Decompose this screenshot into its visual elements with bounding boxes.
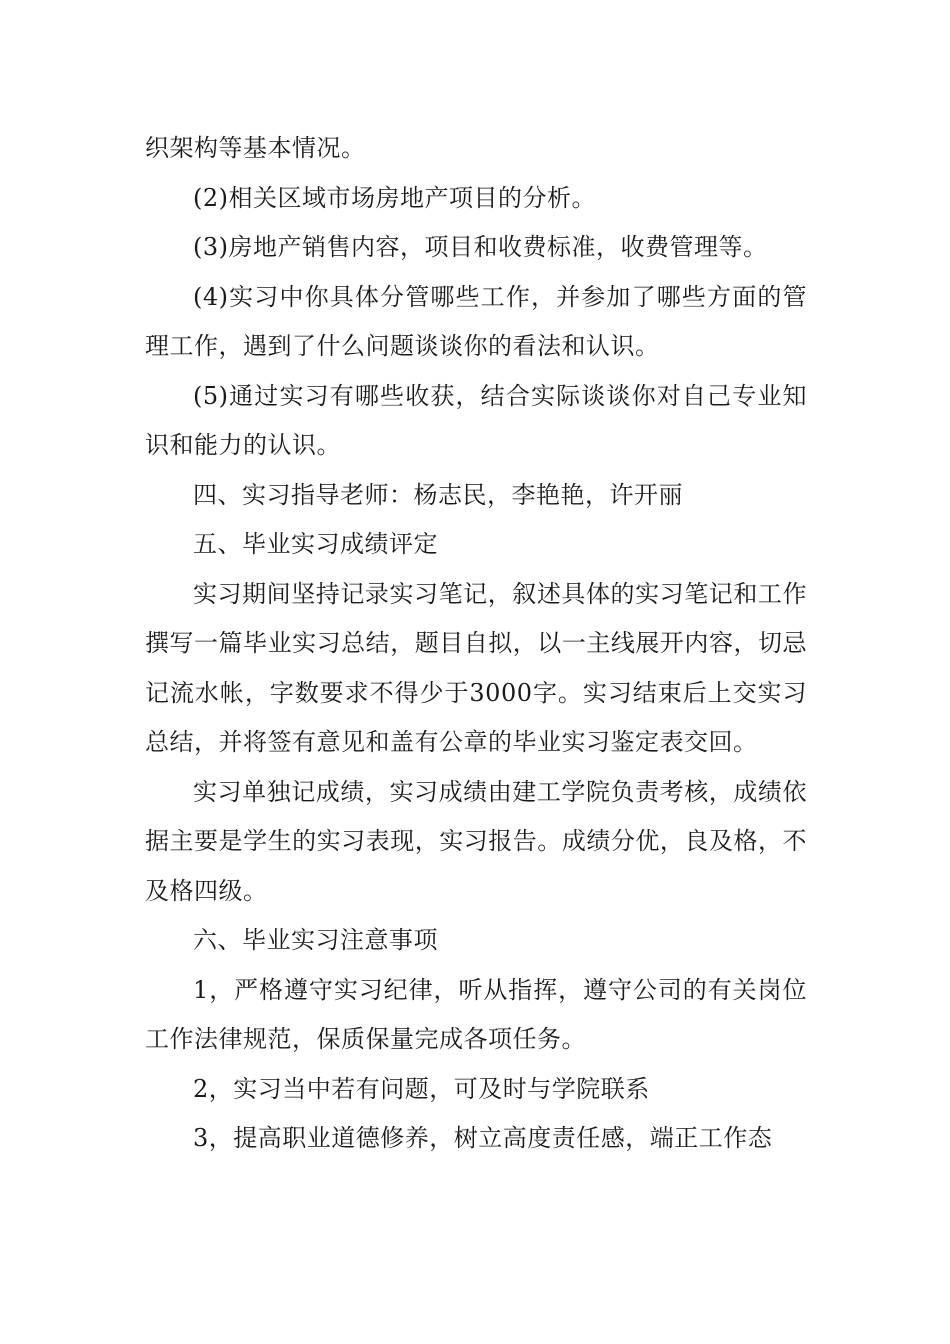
paragraph-precaution-3: 3，提高职业道德修养，树立高度责任感，端正工作态 [193,1124,773,1152]
section-heading-grading: 五、毕业实习成绩评定 [193,530,438,558]
document-body [145,124,807,1164]
paragraph-item-3: (3)房地产销售内容，项目和收费标准，收费管理等。 [193,233,768,261]
paragraph-precaution-1: 1，严格遵守实习纪律，听从指挥，遵守公司的有关岗位工作法律规范，保质保量完成各项任务。 [145,975,807,1053]
section-heading-precautions: 六、毕业实习注意事项 [193,926,438,954]
paragraph-item-5: (5)通过实习有哪些收获，结合实际谈谈你对自己专业知识和能力的认识。 [145,381,807,459]
paragraph-item-2: (2)相关区域市场房地产项目的分析。 [193,183,596,212]
section-heading-advisors: 四、实习指导老师：杨志民，李艳艳，许开丽 [193,480,683,509]
paragraph-grading-scale: 实习单独记成绩，实习成绩由建工学院负责考核，成绩依据主要是学生的实习表现，实习报告。成绩分优，良及格，不及格四级。 [145,777,807,905]
paragraph-continuation: 织架构等基本情况。 [145,134,366,162]
paragraph-precaution-2: 2，实习当中若有问题，可及时与学院联系 [193,1074,650,1103]
paragraph-grading-notes: 实习期间坚持记录实习笔记，叙述具体的实习笔记和工作撰写一篇毕业实习总结，题目自拟，以一主线展开内容，切忌记流水帐，字数要求不得少于3000字。实习结束后上交实习总结，并将签有意见和盖有公章的毕业实习鉴定表交回。 [145,579,807,756]
paragraph-item-4: (4)实习中你具体分管哪些工作，并参加了哪些方面的管理工作，遇到了什么问题谈谈你的看法和认识。 [145,282,807,360]
